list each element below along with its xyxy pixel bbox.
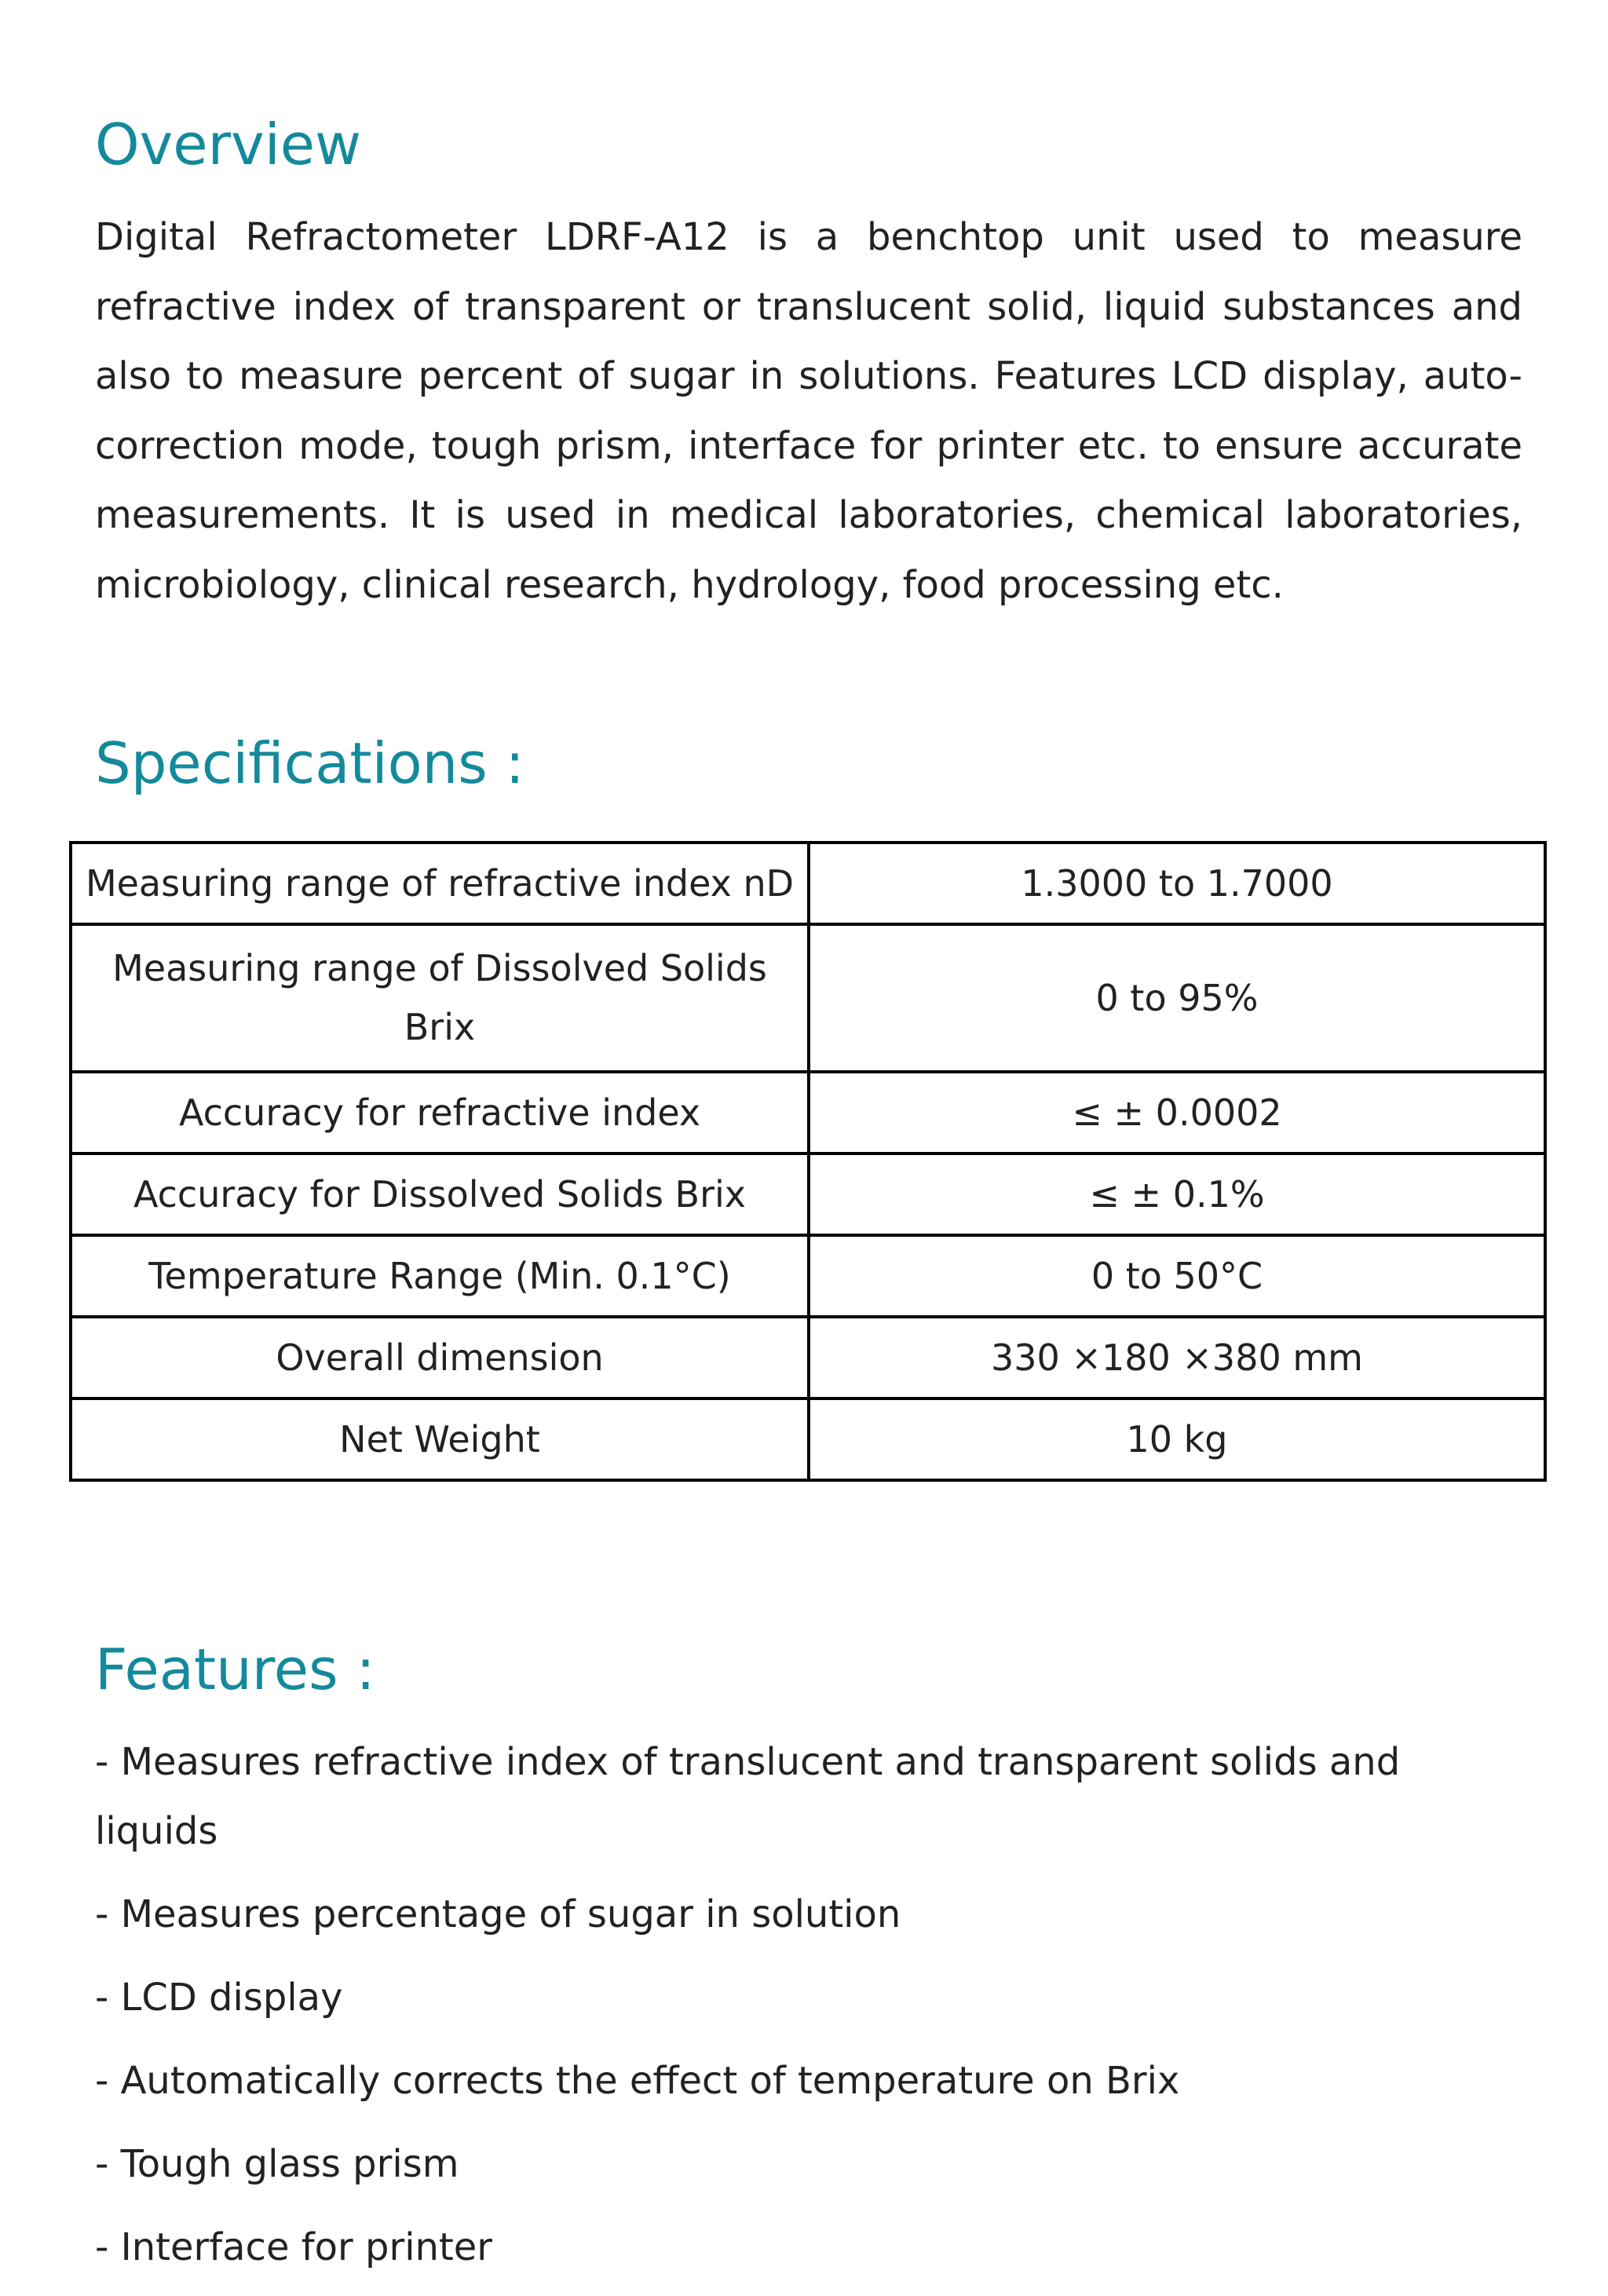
list-item: - Measures refractive index of translucent and transparent solids and liquids xyxy=(95,1740,1401,1853)
spec-label: Accuracy for refractive index xyxy=(71,1072,809,1153)
spec-label: Accuracy for Dissolved Solids Brix xyxy=(71,1153,809,1235)
spec-label: Net Weight xyxy=(71,1398,809,1480)
specifications-table xyxy=(69,841,1547,1482)
table-row xyxy=(71,1153,1545,1235)
spec-label: Overall dimension xyxy=(71,1317,809,1398)
features-list xyxy=(95,1727,1522,2296)
table-row xyxy=(71,1317,1545,1398)
features-heading: Features : xyxy=(95,1636,375,1702)
spec-value: 330 ×180 ×380 mm xyxy=(809,1317,1545,1398)
spec-value: 10 kg xyxy=(809,1398,1545,1480)
list-item: - Measures percentage of sugar in solution xyxy=(95,1892,901,1936)
spec-value: 1.3000 to 1.7000 xyxy=(809,843,1545,924)
overview-paragraph: Digital Refractometer LDRF-A12 is a benchtop unit used to measure refractive index of transparent or translucent solid, liquid substances and also to measure percent of sugar in solutions. Features LCD display, auto-correction mode, tough prism, interface for printer etc. to ensure accurate measurements. It is used in medical laboratories, chemical laboratories, microbiology, clinical research, hydrology, food processing etc. xyxy=(95,215,1522,607)
spec-value: ≤ ± 0.0002 xyxy=(809,1072,1545,1153)
table-row xyxy=(71,924,1545,1072)
table-row xyxy=(71,1072,1545,1153)
table-row xyxy=(71,1398,1545,1480)
table-row xyxy=(71,843,1545,924)
list-item: - Tough glass prism xyxy=(95,2142,459,2186)
specifications-heading: Specifications : xyxy=(95,730,524,796)
table-row xyxy=(71,1235,1545,1317)
spec-label: Measuring range of Dissolved Solids Brix xyxy=(71,924,809,1072)
list-item: - Automatically corrects the effect of temperature on Brix xyxy=(95,2059,1180,2103)
list-item: - Interface for printer xyxy=(95,2225,493,2269)
overview-heading: Overview xyxy=(95,112,361,177)
spec-label: Measuring range of refractive index nD xyxy=(71,843,809,924)
spec-label: Temperature Range (Min. 0.1°C) xyxy=(71,1235,809,1317)
list-item: - LCD display xyxy=(95,1976,343,2020)
spec-value: 0 to 95% xyxy=(809,924,1545,1072)
spec-value: 0 to 50°C xyxy=(809,1235,1545,1317)
spec-value: ≤ ± 0.1% xyxy=(809,1153,1545,1235)
